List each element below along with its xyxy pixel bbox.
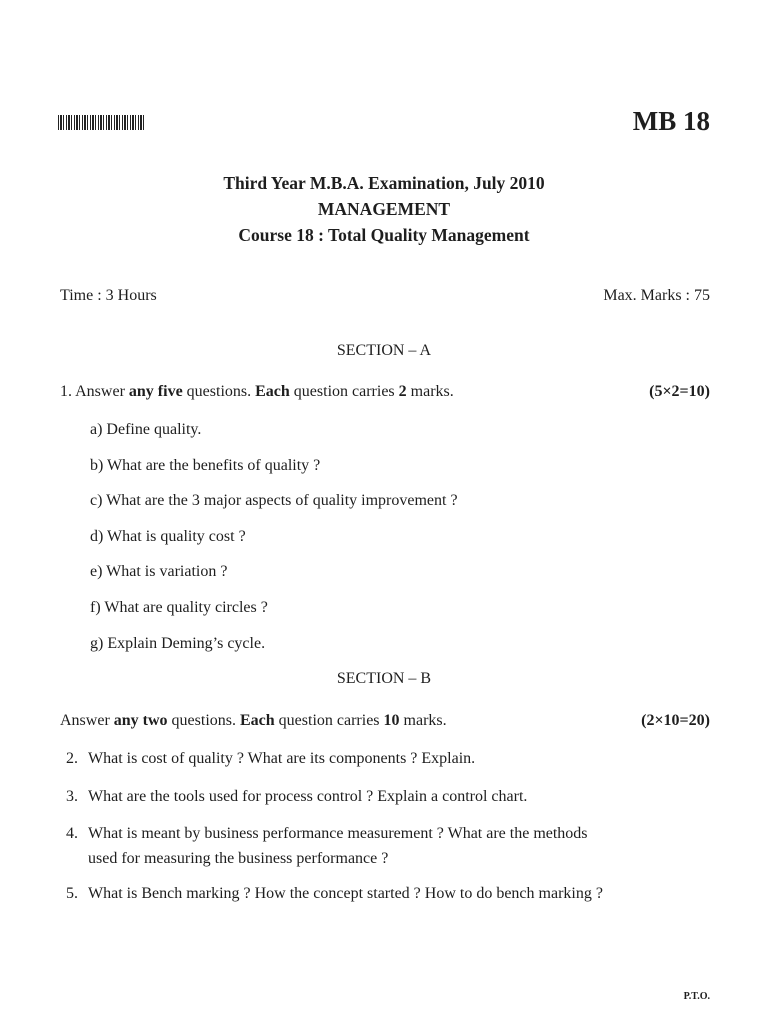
barcode	[58, 115, 146, 130]
question-3	[66, 788, 527, 806]
instr-text: questions.	[171, 712, 236, 729]
instr-bold: Each	[240, 712, 275, 729]
instr-text: Answer	[60, 712, 110, 729]
exam-title: Third Year M.B.A. Examination, July 2010	[223, 173, 545, 193]
section-b-heading: SECTION – B	[336, 670, 432, 687]
section-b-instructions	[60, 712, 447, 730]
question-text: What is Bench marking ? How the concept started ? How to do bench marking ?	[88, 885, 603, 902]
section-a-heading: SECTION – A	[336, 342, 432, 359]
course-title: Course 18 : Total Quality Management	[238, 225, 530, 245]
question-4	[66, 825, 588, 843]
question-1	[60, 383, 454, 401]
q1-text: question carries	[293, 383, 395, 400]
question-number: 1.	[60, 383, 72, 400]
q1-marks: (5×2=10)	[649, 383, 710, 400]
list-item: b) What are the benefits of quality ?	[90, 457, 321, 474]
instr-text: question carries	[278, 712, 380, 729]
instr-text: marks.	[403, 712, 447, 729]
question-5	[66, 885, 603, 903]
list-item: a) Define quality.	[90, 421, 202, 438]
q1-bold: 2	[398, 383, 407, 400]
question-number: 2.	[66, 750, 78, 767]
q1-text: questions.	[186, 383, 252, 400]
question-text: What is meant by business performance measurement ? What are the methods	[88, 825, 588, 842]
section-b-marks: (2×10=20)	[641, 712, 710, 729]
question-number: 3.	[66, 788, 78, 805]
q1-text: Answer	[75, 383, 125, 400]
time-label: Time : 3 Hours	[60, 287, 157, 304]
q1-bold: Each	[255, 383, 290, 400]
instr-bold: any two	[113, 712, 168, 729]
list-item: f) What are quality circles ?	[90, 599, 268, 616]
question-4-continued: used for measuring the business performance ?	[88, 850, 389, 867]
list-item: g) Explain Deming’s cycle.	[90, 635, 266, 652]
pto-label: P.T.O.	[683, 991, 710, 1002]
list-item: c) What are the 3 major aspects of quality improvement ?	[90, 492, 458, 509]
question-number: 5.	[66, 885, 78, 902]
list-item: e) What is variation ?	[90, 563, 228, 580]
question-text: What is cost of quality ? What are its components ? Explain.	[88, 750, 476, 767]
instr-bold: 10	[383, 712, 400, 729]
question-2	[66, 750, 475, 768]
q1-text: marks.	[410, 383, 454, 400]
max-marks-label: Max. Marks : 75	[603, 287, 710, 304]
question-text: What are the tools used for process control ? Explain a control chart.	[88, 788, 528, 805]
paper-code: MB 18	[632, 106, 710, 136]
question-number: 4.	[66, 825, 78, 842]
subject-title: MANAGEMENT	[317, 199, 451, 219]
q1-bold: any five	[128, 383, 183, 400]
list-item: d) What is quality cost ?	[90, 528, 246, 545]
